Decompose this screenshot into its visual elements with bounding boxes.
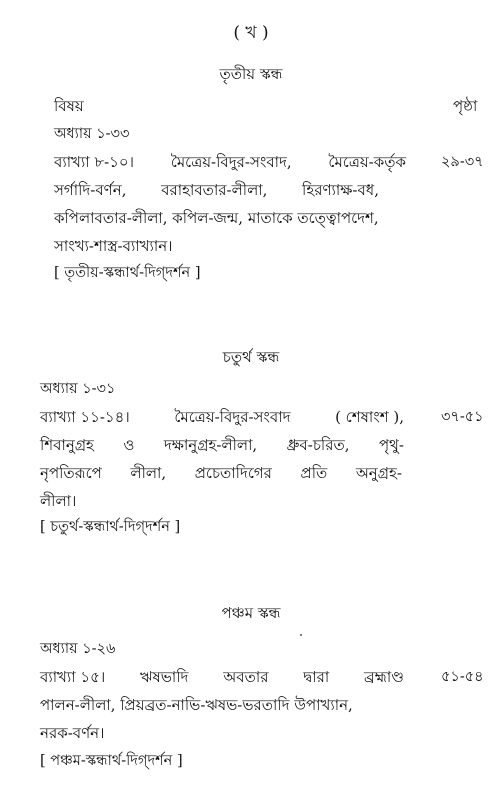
section-chapters-fourth: অধ্যায় ১-৩১: [40, 381, 116, 397]
entry-line: [40, 433, 404, 457]
speck: [300, 634, 302, 636]
entry-text: লীলা।: [40, 492, 77, 510]
section-summary-fourth: [ চতুর্থ-স্কন্ধার্থ-দিগ্‌দর্শন ]: [40, 519, 181, 535]
entry-word: ধ্রুব-চরিত,: [286, 436, 350, 454]
section-title-third: তৃতীয় স্কন্ধ: [219, 65, 283, 83]
entry-line: [40, 665, 404, 689]
entry-word: ( শেষাংশ ),: [335, 408, 404, 426]
entry-word: মৈত্রেয়-বিদুর-সংবাদ,: [170, 153, 292, 171]
page-range-third: ২৯-৩৭: [441, 154, 484, 170]
entry-word: ঋষভাদি: [140, 668, 189, 686]
page-range-fifth: ৫১-৫৪: [441, 669, 484, 685]
section-summary-fifth: [ পঞ্চম-স্কন্ধার্থ-দিগ্‌দর্শন ]: [40, 753, 183, 769]
entry-word: প্রচেতাদিগের: [194, 464, 272, 482]
entry-line: [40, 693, 353, 717]
entry-word: ব্রহ্মাণ্ড: [364, 668, 404, 686]
column-header-subject: বিষয়: [54, 97, 84, 115]
entry-line: [40, 405, 404, 429]
page-range-fourth: ৩৭-৫১: [441, 409, 484, 425]
entry-word: ব্যাখ্যা ১৫।: [40, 668, 106, 686]
section-chapters-fifth: অধ্যায় ১-২৬: [40, 641, 116, 657]
entry-line: [54, 178, 379, 202]
entry-word: মৈত্রেয়-বিদুর-সংবাদ: [174, 408, 291, 426]
entry-word: বরাহাবতার-লীলা,: [161, 181, 268, 199]
entry-text: সাংখ্য-শাস্ত্র-ব্যাখ্যান।: [54, 237, 173, 255]
section-summary-third: [ তৃতীয়-স্কন্ধার্থ-দিগ্‌দর্শন ]: [54, 265, 201, 281]
entry-line: [54, 150, 406, 174]
entry-line: [40, 461, 402, 485]
entry-line: [40, 721, 105, 745]
entry-line: [40, 489, 76, 513]
entry-word: প্রতি: [300, 464, 328, 482]
entry-word: হিরণ্যাক্ষ-বধ,: [302, 181, 379, 199]
entry-line: [54, 206, 379, 230]
entry-word: ব্যাখ্যা ১১-১৪।: [40, 408, 130, 426]
section-title-fifth: পঞ্চম স্কন্ধ: [221, 604, 281, 622]
entry-word: দক্ষানুগ্রহ-লীলা,: [163, 436, 258, 454]
section-title-fourth: চতুর্থ স্কন্ধ: [222, 348, 280, 366]
entry-word: মৈত্রেয়-কর্তৃক: [328, 153, 406, 171]
entry-word: সর্গাদি-বর্ণন,: [54, 181, 127, 199]
entry-word: ব্যাখ্যা ৮-১০।: [54, 153, 135, 171]
entry-text: নরক-বর্ণন।: [40, 724, 105, 742]
entry-word: অনুগ্রহ-: [355, 464, 402, 482]
entry-text: কপিলাবতার-লীলা, কপিল-জন্ম, মাতাকে তত্ত্বোপদেশ,: [54, 209, 379, 227]
entry-word: পৃথু-: [378, 436, 404, 454]
entry-word: লীলা,: [130, 464, 167, 482]
section-chapters-third: অধ্যায় ১-৩৩: [54, 126, 130, 142]
entry-line: [54, 234, 173, 258]
entry-text: পালন-লীলা, প্রিয়ব্রত-নাভি-ঋষভ-ভরতাদি উপাখ্যান,: [40, 696, 353, 714]
column-header-page: পৃষ্ঠা: [453, 97, 478, 115]
entry-word: শিবানুগ্রহ: [40, 436, 94, 454]
entry-word: দ্বারা: [303, 668, 330, 686]
entry-word: অবতার: [223, 668, 269, 686]
entry-word: নৃপতিরূপে: [40, 464, 102, 482]
entry-word: ও: [123, 436, 135, 454]
page-marker: ( খ ): [233, 23, 269, 43]
